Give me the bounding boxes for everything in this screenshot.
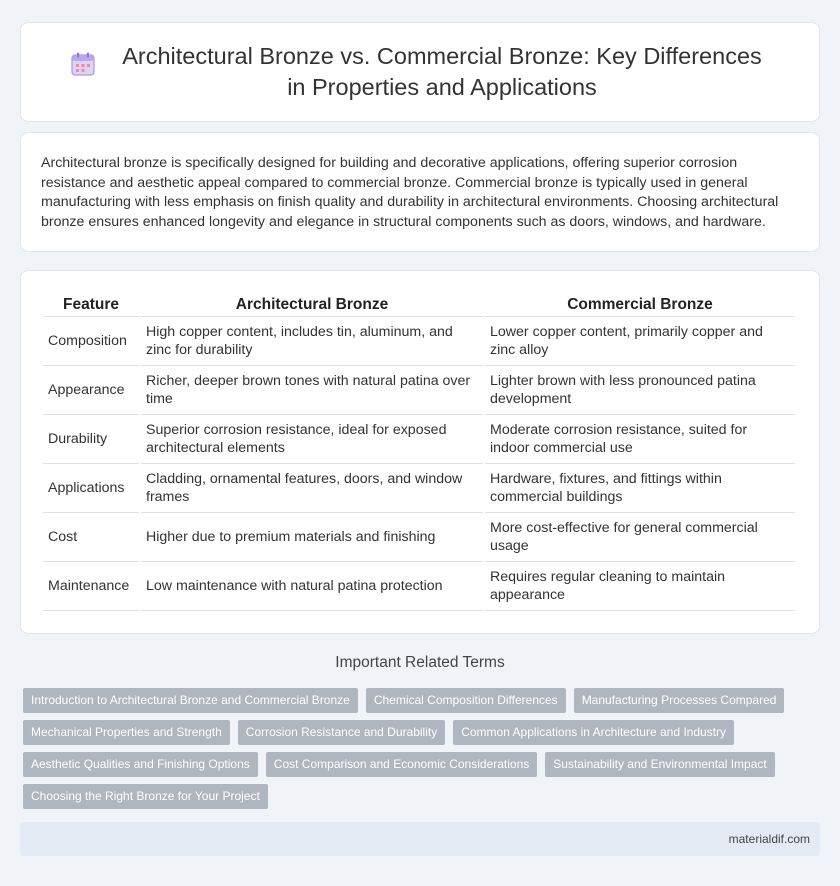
architectural-cell: High copper content, includes tin, aluminum, and zinc for durability (141, 317, 483, 366)
header-architectural: Architectural Bronze (141, 293, 483, 317)
related-term-tag[interactable]: Mechanical Properties and Strength (23, 720, 230, 745)
related-term-tag[interactable]: Corrosion Resistance and Durability (238, 720, 445, 745)
comparison-card (20, 270, 820, 634)
intro-paragraph: Architectural bronze is specifically designed for building and decorative applications, offering superior corrosion resistance and aesthetic appeal compared to commercial bronze. Commercial bronze is typically used in general manufacturing with less emphasis on finish quality and durability in architectural environments. Choosing architectural bronze ensures enhanced longevity and elegance in structural components such as doors, windows, and hardware. (41, 155, 779, 230)
related-terms-list (23, 688, 813, 816)
calendar-icon (70, 51, 96, 77)
related-term-tag[interactable]: Manufacturing Processes Compared (574, 688, 785, 713)
related-term-tag[interactable]: Cost Comparison and Economic Considerations (266, 752, 537, 777)
related-term-tag[interactable]: Chemical Composition Differences (366, 688, 566, 713)
comparison-table (41, 293, 797, 611)
commercial-cell: Hardware, fixtures, and fittings within commercial buildings (485, 464, 795, 513)
commercial-cell: Lighter brown with less pronounced patina development (485, 366, 795, 415)
feature-cell: Maintenance (43, 562, 139, 611)
table-row (43, 464, 795, 513)
table-row (43, 317, 795, 366)
feature-cell: Durability (43, 415, 139, 464)
commercial-cell: Lower copper content, primarily copper and zinc alloy (485, 317, 795, 366)
commercial-cell: More cost-effective for general commercial usage (485, 513, 795, 562)
table-row (43, 366, 795, 415)
intro-card (20, 132, 820, 252)
related-term-tag[interactable]: Introduction to Architectural Bronze and Commercial Bronze (23, 688, 358, 713)
footer-bar (20, 822, 820, 856)
feature-cell: Composition (43, 317, 139, 366)
title-wrap (70, 41, 770, 103)
commercial-cell: Moderate corrosion resistance, suited for indoor commercial use (485, 415, 795, 464)
architectural-cell: Cladding, ornamental features, doors, and window frames (141, 464, 483, 513)
related-terms-heading: Important Related Terms (335, 654, 505, 671)
related-term-tag[interactable]: Sustainability and Environmental Impact (545, 752, 774, 777)
page-title: Architectural Bronze vs. Commercial Bronze: Key Differences in Properties and Applications (122, 43, 762, 100)
table-row (43, 562, 795, 611)
commercial-cell: Requires regular cleaning to maintain appearance (485, 562, 795, 611)
related-term-tag[interactable]: Aesthetic Qualities and Finishing Options (23, 752, 258, 777)
architectural-cell: Richer, deeper brown tones with natural patina over time (141, 366, 483, 415)
title-card (20, 22, 820, 122)
feature-cell: Applications (43, 464, 139, 513)
architectural-cell: Low maintenance with natural patina protection (141, 562, 483, 611)
architectural-cell: Superior corrosion resistance, ideal for exposed architectural elements (141, 415, 483, 464)
header-feature: Feature (43, 293, 139, 317)
header-commercial: Commercial Bronze (485, 293, 795, 317)
table-row (43, 513, 795, 562)
feature-cell: Cost (43, 513, 139, 562)
footer-site-link[interactable]: materialdif.com (728, 832, 810, 846)
feature-cell: Appearance (43, 366, 139, 415)
related-term-tag[interactable]: Choosing the Right Bronze for Your Project (23, 784, 268, 809)
architectural-cell: Higher due to premium materials and finishing (141, 513, 483, 562)
related-term-tag[interactable]: Common Applications in Architecture and Industry (453, 720, 734, 745)
table-row (43, 415, 795, 464)
table-header-row (43, 293, 795, 317)
